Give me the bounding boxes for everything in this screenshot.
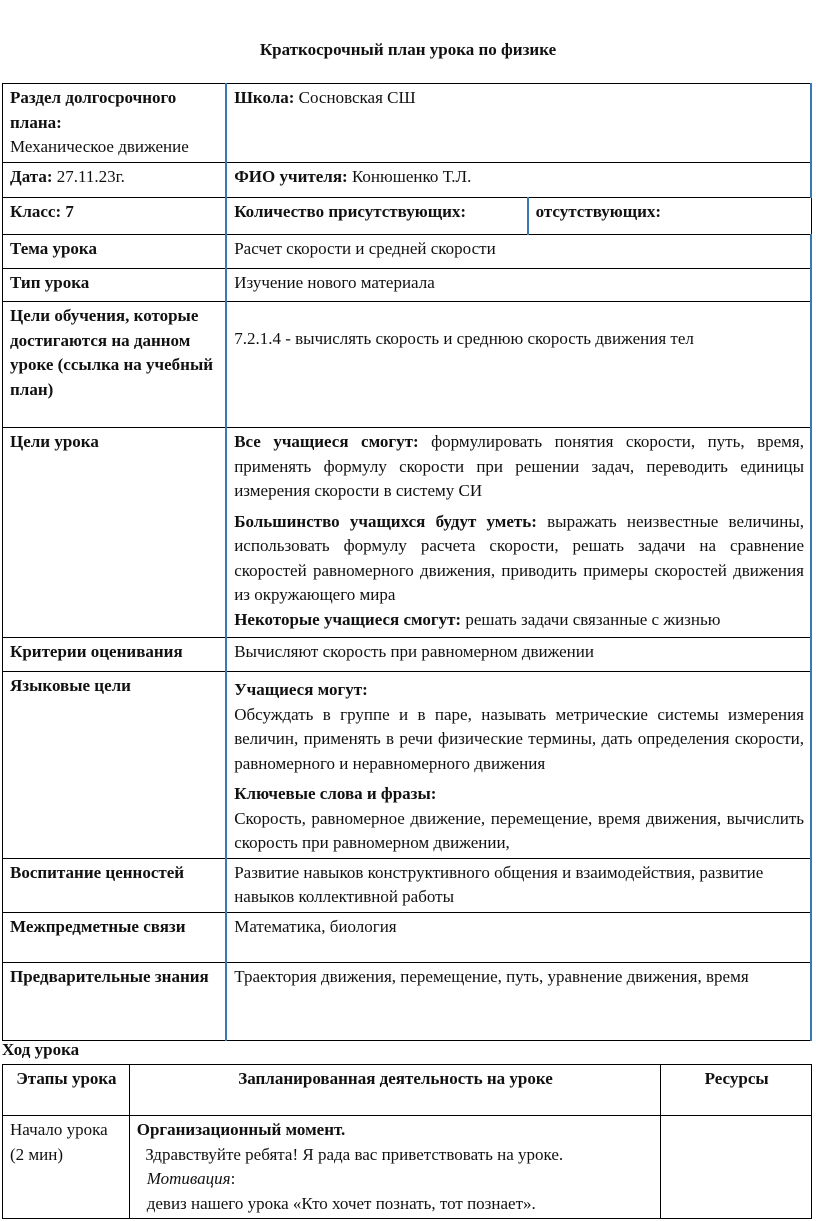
column-header: Запланированная деятельность на уроке [129,1065,661,1116]
table-row [3,672,812,859]
goals-most-label: Большинство учащихся будут уметь: [234,511,537,531]
goals-all-text: формулировать понятия скорости, путь, время, применять формулу скорости при решении задач, переводить единицы измерения скорости в систему СИ [234,432,804,500]
table-row [3,962,812,1040]
interdisciplinary-label: Межпредметные связи [3,912,227,962]
table-row [3,163,812,198]
motivation-label: Мотивация [146,1169,231,1188]
type-label: Тип урока [3,269,227,302]
keywords-label: Ключевые слова и фразы: [234,784,437,803]
stage-cell: Начало урока (2 мин) [3,1116,130,1219]
table-row [3,428,812,638]
column-header: Ресурсы [661,1065,812,1116]
language-cell [226,672,811,859]
values-label: Воспитание ценностей [3,858,227,912]
teacher-value: Конюшенко Т.Л. [347,167,472,186]
table-row [3,235,812,269]
page-title: Краткосрочный план урока по физике [259,40,557,59]
table-row [3,302,812,428]
topic-label: Тема урока [3,235,227,269]
prior-label: Предварительные знания [3,962,227,1040]
table-row [3,269,812,302]
section-value: Механическое движение [10,137,189,156]
absent-label: отсутствующих: [528,198,811,235]
resources-cell [661,1116,812,1219]
students-text: Обсуждать в группе и в паре, называть метрические системы измерения величин, применять в речи физические термины, дать определения скорости, равномерного и неравномерного движения [234,704,804,773]
lesson-plan-table [2,83,812,1041]
section-label: Раздел долгосрочного плана: [10,88,177,132]
table-header-row [3,1065,812,1116]
present-label: Количество присутствующих: [226,198,527,235]
goals-cell [226,428,811,638]
activity-cell [129,1116,661,1219]
section-heading: Ход урока [2,1040,80,1059]
table-row [3,1116,812,1219]
prior-value: Траектория движения, перемещение, путь, уравнение движения, время [226,962,811,1040]
column-header: Этапы урока [3,1065,130,1116]
table-row [3,858,812,912]
keywords-text: Скорость, равномерное движение, перемещение, время движения, вычислить скорость при равномерном движении, [234,808,804,852]
section-cell [3,84,227,163]
school-cell [226,84,811,163]
goals-label: Цели урока [3,428,227,638]
topic-value: Расчет скорости и средней скорости [226,235,811,269]
criteria-label: Критерии оценивания [3,638,227,672]
date-value: 27.11.23г. [52,167,125,186]
goals-some-label: Некоторые учащиеся смогут: [234,609,462,629]
table-row [3,84,812,163]
lesson-flow-table [2,1064,812,1219]
language-label: Языковые цели [3,672,227,859]
activity-title: Организационный момент. [136,1120,346,1139]
motto-text: девиз нашего урока «Кто хочет познать, тот познает». [146,1193,536,1213]
motivation-colon: : [230,1169,236,1188]
class-label: Класс: 7 [3,198,227,235]
type-value: Изучение нового материала [226,269,811,302]
teacher-label: ФИО учителя: [234,167,348,186]
date-label: Дата: [10,167,53,186]
school-value: Сосновская СШ [294,88,416,107]
values-value: Развитие навыков конструктивного общения и взаимодействия, развитие навыков коллективной работы [226,858,811,912]
objectives-label: Цели обучения, которые достигаются на данном уроке (ссылка на учебный план) [3,302,227,428]
goals-all-label: Все учащиеся смогут: [234,432,419,451]
criteria-value: Вычисляют скорость при равномерном движении [226,638,811,672]
greeting-text: Здравствуйте ребята! Я рада вас приветствовать на уроке. [136,1144,564,1164]
table-row [3,198,812,235]
table-row [3,638,812,672]
objectives-value: 7.2.1.4 - вычислять скорость и среднюю скорость движения тел [226,302,811,428]
goals-some-text: решать задачи связанные с жизнью [461,609,721,629]
interdisciplinary-value: Математика, биология [226,912,811,962]
students-label: Учащиеся могут: [234,680,368,699]
goals-most-text: выражать неизвестные величины, использовать формулу расчета скорости, решать задачи на сравнение скоростей равномерного движения, приводить примеры скоростей движения из окружающего мира [234,511,804,604]
school-label: Школа: [234,88,295,107]
table-row [3,912,812,962]
